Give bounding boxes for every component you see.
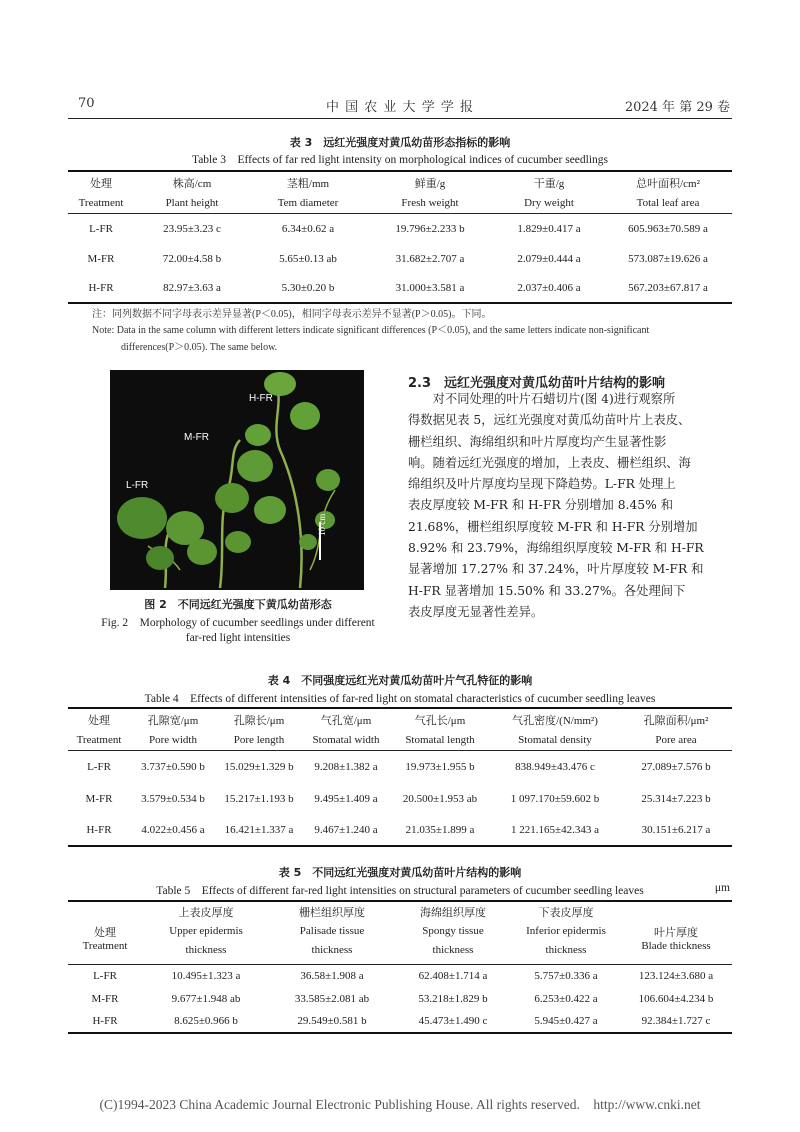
table3-header-cell: 鲜重/g	[414, 177, 446, 190]
table-row	[68, 814, 732, 846]
table-cell: 82.97±3.63 a	[163, 281, 221, 294]
table-cell: 10.495±1.323 a	[171, 969, 241, 982]
table-cell: 567.203±67.817 a	[628, 281, 708, 294]
table3-header-cell: Dry weight	[524, 196, 574, 209]
table-cell: 1 221.165±42.343 a	[511, 823, 599, 836]
table3-header-cell: Fresh weight	[401, 196, 459, 209]
table4-header-cell: Treatment	[76, 733, 122, 746]
table3-header-cell: Total leaf area	[636, 196, 700, 209]
table-cell: M-FR	[87, 253, 115, 265]
table-cell: 106.604±4.234 b	[638, 992, 714, 1005]
table-cell: 3.737±0.590 b	[141, 760, 205, 773]
table-row	[68, 213, 732, 245]
table4-header-cell: Stomatal width	[312, 733, 380, 746]
table-cell: 9.208±1.382 a	[314, 760, 378, 773]
journal-title: 中 国 农 业 大 学 学 报	[326, 100, 474, 115]
table-cell: 29.549±0.581 b	[297, 1015, 367, 1027]
table-cell: 2.079±0.444 a	[517, 253, 581, 265]
body-line: 表皮厚度较 M-FR 和 H-FR 分别增加 8.45% 和	[408, 498, 673, 513]
body-line: H-FR 显著增加 15.50% 和 33.27%。各处理间下	[408, 583, 686, 598]
label-l-fr: L-FR	[126, 480, 149, 491]
table4-header-cell: Pore area	[655, 733, 697, 746]
table3	[68, 172, 732, 304]
table-cell: H-FR	[86, 823, 112, 836]
table4-header-cell: 气孔宽/μm	[320, 714, 372, 727]
table5	[68, 902, 732, 1034]
table-cell: 31.682±2.707 a	[395, 253, 465, 265]
table-cell: 33.585±2.081 ab	[294, 992, 370, 1005]
table-row	[68, 273, 732, 303]
table-cell: L-FR	[93, 969, 117, 982]
table3-header-cell: 总叶面积/cm²	[636, 177, 700, 190]
body-line: 绵组织及叶片厚度均呈现下降趋势。L-FR 处理上	[408, 477, 676, 492]
table4-header-cell: Pore width	[149, 733, 197, 746]
table-cell: 62.408±1.714 a	[418, 969, 488, 982]
table-cell: 30.151±6.217 a	[641, 823, 711, 836]
table-cell: 1 097.170±59.602 b	[510, 792, 600, 805]
table5-header-cell: 海绵组织厚度	[420, 907, 486, 919]
table4-title-cn: 表 4 不同强度远红光对黄瓜幼苗叶片气孔特征的影响	[267, 674, 533, 687]
table-cell: H-FR	[88, 281, 114, 294]
table-row	[68, 783, 732, 814]
table-row	[68, 1010, 732, 1033]
label-m-fr: M-FR	[184, 432, 209, 443]
table4-header-en	[68, 730, 732, 750]
table-cell: L-FR	[89, 223, 113, 236]
figure2-caption-en: Fig. 2 Morphology of cucumber seedlings under different	[101, 617, 375, 629]
section-heading: 2.3 远红光强度对黄瓜幼苗叶片结构的影响	[408, 376, 666, 391]
table-cell: 9.467±1.240 a	[314, 823, 378, 836]
table3-header-cell: 株高/cm	[172, 177, 212, 190]
table-row	[68, 964, 732, 987]
table4-header-cell: 孔隙面积/μm²	[643, 714, 709, 727]
table-cell: 4.022±0.456 a	[141, 823, 205, 836]
table-cell: 573.087±19.626 a	[628, 253, 708, 265]
table-cell: 27.089±7.576 b	[641, 760, 711, 773]
table-cell: 16.421±1.337 a	[224, 823, 294, 836]
table3-note-en-cont: differences(P＞0.05). The same below.	[121, 342, 278, 353]
table-cell: 15.029±1.329 b	[224, 760, 294, 773]
table5-header-en-2	[68, 940, 732, 960]
table-cell: 45.473±1.490 c	[418, 1015, 488, 1027]
table-cell: 123.124±3.680 a	[638, 969, 714, 982]
body-line: 响。随着远红光强度的增加，上表皮、栅栏组织、海	[408, 455, 691, 470]
table5-header-cell: thickness	[545, 944, 587, 956]
table4-header-cell: Stomatal density	[518, 733, 592, 746]
table-cell: 2.037±0.406 a	[517, 281, 581, 294]
figure2-caption-cn: 图 2 不同远红光强度下黄瓜幼苗形态	[144, 598, 332, 611]
table5-header-cell: thickness	[432, 944, 474, 956]
table5-header-cell: Blade thickness	[641, 940, 711, 952]
scale-bar-label: 10 cm	[317, 513, 327, 536]
table4-header-cell: 气孔长/μm	[414, 714, 466, 727]
table-cell: 21.035±1.899 a	[405, 823, 475, 836]
table3-note-en: Note: Data in the same column with different letters indicate significant differences (P＜0.05), and the same letters indicate non-significant	[92, 325, 650, 336]
table4-header-cell: 气孔密度/(N/mm²)	[512, 714, 598, 727]
table-cell: 605.963±70.589 a	[628, 223, 708, 236]
table-cell: 25.314±7.223 b	[641, 792, 711, 805]
page-number: 70	[78, 96, 95, 111]
table-cell: 36.58±1.908 a	[300, 969, 364, 982]
table-cell: 6.34±0.62 a	[281, 223, 335, 236]
table3-header-cell: 茎粗/mm	[286, 177, 330, 190]
table-cell: 9.495±1.409 a	[314, 792, 378, 805]
table3-note-cn: 注：同列数据不同字母表示差异显著(P＜0.05)，相同字母表示差异不显著(P＞0.05)。下同。	[92, 309, 492, 320]
table5-header-cell: Inferior epidermis	[526, 925, 606, 937]
table4-header-cell: Pore length	[233, 733, 285, 746]
table5-header-cell: thickness	[185, 944, 227, 956]
body-line: 显著增加 17.27% 和 37.24%，叶片厚度较 M-FR 和	[408, 562, 704, 577]
section-body	[408, 389, 734, 623]
table3-header-cell: 处理	[90, 177, 112, 190]
issue-info: 2024 年 第 29 卷	[624, 100, 730, 115]
table-cell: 1.829±0.417 a	[517, 223, 581, 236]
table-cell: H-FR	[92, 1015, 118, 1027]
table-cell: L-FR	[87, 760, 111, 773]
table-cell: 5.65±0.13 ab	[279, 253, 337, 265]
table3-header-en	[68, 193, 732, 213]
table5-header-cell: 栅栏组织厚度	[299, 907, 365, 919]
table4-header-cell: Stomatal length	[405, 733, 475, 746]
table5-header-cell: 叶片厚度	[654, 927, 698, 939]
table-cell: 8.625±0.966 b	[174, 1015, 238, 1027]
copyright-footer: (C)1994-2023 China Academic Journal Electronic Publishing House. All rights reserved. http://www.cnki.net	[99, 1097, 701, 1112]
table3-header-cell: Treatment	[78, 196, 124, 209]
table5-header-cell: thickness	[311, 944, 353, 956]
table5-title-cn: 表 5 不同远红光强度对黄瓜幼苗叶片结构的影响	[278, 866, 522, 879]
table5-unit: μm	[714, 882, 730, 894]
table-cell: 838.949±43.476 c	[515, 760, 595, 773]
table5-header-cell: Upper epidermis	[169, 925, 243, 937]
table-cell: 5.945±0.427 a	[534, 1015, 598, 1027]
body-line: 栅栏组织、海绵组织和叶片厚度均产生显著性影	[408, 434, 667, 449]
table-cell: 92.384±1.727 c	[641, 1015, 711, 1027]
table5-header-cell: Spongy tissue	[422, 925, 484, 937]
table-cell: 6.253±0.422 a	[534, 992, 598, 1005]
table-cell: M-FR	[91, 992, 119, 1005]
table3-header-cn	[68, 172, 732, 193]
table3-title-en: Table 3 Effects of far red light intensity on morphological indices of cucumber seedlings	[191, 154, 609, 166]
table5-header-cell: Palisade tissue	[299, 925, 365, 937]
table5-header-cell	[620, 902, 732, 922]
table5-header-cell: 处理	[94, 927, 116, 939]
table-row	[68, 750, 732, 783]
table5-header-cell: Treatment	[82, 940, 128, 952]
table-cell: 20.500±1.953 ab	[402, 792, 478, 805]
table5-header-cell	[68, 902, 142, 922]
table5-header-cn	[68, 902, 732, 922]
body-line: 得数据见表 5，远红光强度对黄瓜幼苗叶片上表皮、	[408, 413, 691, 428]
table-cell: 19.796±2.233 b	[395, 223, 465, 236]
table-cell: 19.973±1.955 b	[405, 760, 475, 773]
figure2-caption-en-cont: far-red light intensities	[185, 632, 291, 644]
label-h-fr: H-FR	[249, 393, 273, 404]
table-cell: 15.217±1.193 b	[224, 792, 294, 805]
table-cell: 9.677±1.948 ab	[171, 992, 241, 1005]
table-cell: 72.00±4.58 b	[162, 253, 222, 265]
table5-header-cell: 上表皮厚度	[178, 907, 234, 919]
table4	[68, 709, 732, 847]
body-line: 表皮厚度无显著性差异。	[408, 604, 544, 619]
table4-header-cell: 孔隙长/μm	[233, 714, 285, 727]
table5-header-cell: 下表皮厚度	[538, 907, 594, 919]
table4-header-cn	[68, 709, 732, 730]
table-cell: M-FR	[85, 792, 113, 805]
table-cell: 31.000±3.581 a	[395, 281, 465, 294]
table3-header-cell: Tem diameter	[277, 196, 339, 209]
table5-header-en-1	[68, 922, 732, 940]
body-line: 对不同处理的叶片石蜡切片(图 4)进行观察所	[408, 392, 676, 406]
table-cell: 53.218±1.829 b	[418, 992, 488, 1005]
body-line: 21.68%，栅栏组织厚度较 M-FR 和 H-FR 分别增加	[408, 519, 698, 534]
figure2-photo	[110, 370, 364, 590]
table4-title-en: Table 4 Effects of different intensities of far-red light on stomatal characteristics of cucumber seedling leaves	[144, 693, 656, 705]
body-line: 8.92% 和 23.79%，海绵组织厚度较 M-FR 和 H-FR	[408, 541, 704, 556]
table-cell: 5.757±0.336 a	[534, 969, 598, 982]
table3-header-cell: 干重/g	[533, 177, 565, 190]
table4-header-cell: 处理	[88, 714, 110, 727]
table5-title-en: Table 5 Effects of different far-red light intensities on structural parameters of cucumber seedling leaves	[156, 885, 644, 897]
table-row	[68, 987, 732, 1010]
table4-header-cell: 孔隙宽/μm	[147, 714, 199, 727]
table-cell: 5.30±0.20 b	[281, 281, 335, 294]
header-rule	[68, 118, 732, 119]
table3-header-cell: Plant height	[165, 196, 219, 209]
table-cell: 3.579±0.534 b	[141, 792, 205, 805]
table3-title-cn: 表 3 远红光强度对黄瓜幼苗形态指标的影响	[289, 136, 511, 149]
table-row	[68, 245, 732, 273]
table-cell: 23.95±3.23 c	[163, 223, 221, 236]
